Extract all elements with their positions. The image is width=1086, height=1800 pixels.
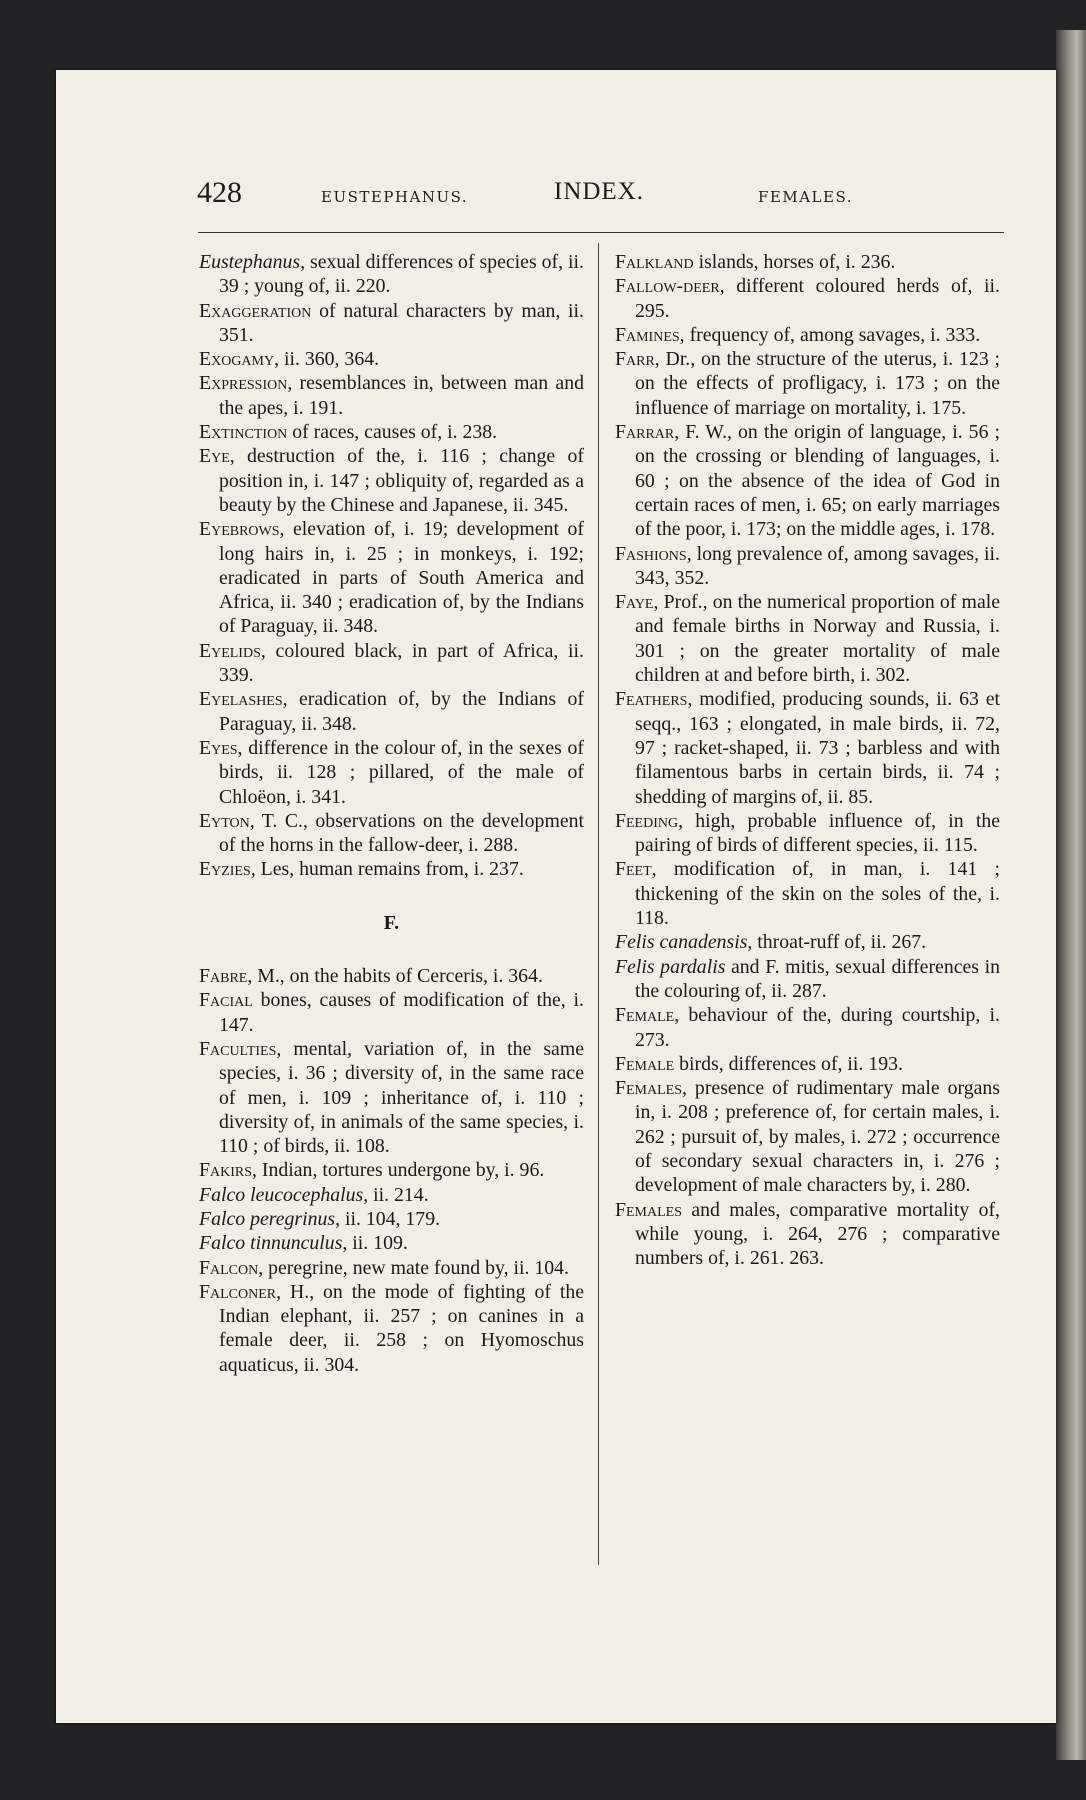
entry-headword: Fabre [199, 965, 248, 988]
header-right-word: FEMALES. [758, 188, 853, 206]
entry-text: bones, causes of modification of the, i. 147. [219, 989, 584, 1036]
index-entry [199, 639, 584, 688]
entry-text: , Indian, tortures undergone by, i. 96. [252, 1159, 545, 1182]
entry-headword: Faculties [199, 1037, 277, 1060]
entry-text: , F. W., on the origin of language, i. 56 ; on the crossing or blending of languages, i. 60 ; on the absence of the idea of God in certain races of men, i. 65; on early marriages of the poor, i. 173; on the middle ages, i. 178. [635, 421, 1000, 541]
header-title: INDEX. [554, 178, 645, 205]
index-entry [615, 250, 1000, 274]
entry-text: , Les, human remains from, i. 237. [250, 858, 524, 881]
left-column [199, 250, 584, 1377]
entry-headword: Feeding [615, 809, 679, 832]
index-entry [615, 1076, 1000, 1197]
index-entry [615, 930, 1000, 954]
entry-headword: Feathers [615, 688, 688, 711]
entry-headword: Feet [615, 858, 652, 881]
index-entry [199, 1280, 584, 1377]
index-entry [199, 444, 584, 517]
e-entries [199, 250, 584, 882]
index-entry [615, 1003, 1000, 1052]
entry-text: , throat-ruff of, ii. 267. [747, 931, 927, 954]
entry-headword: Extinction [199, 421, 288, 444]
entry-headword: Eyelashes [199, 688, 283, 711]
index-entry [615, 857, 1000, 930]
entry-headword: Fallow-deer [615, 275, 720, 298]
index-entry [615, 809, 1000, 858]
entry-text: , presence of rudimentary male organs in, i. 208 ; preference of, for certain males, i. 262 ; pursuit of, by males, i. 272 ; occurrence of secondary sexual characters in, i. 276 ; development of male characters by, i. 280. [635, 1077, 1000, 1197]
entry-headword: Farrar [615, 421, 675, 444]
entry-text: , destruction of the, i. 116 ; change of position in, i. 147 ; obliquity of, regarded as a beauty by the Chinese and Japanese, ii. 345. [219, 445, 584, 516]
entry-headword: Eustephanus [199, 251, 301, 273]
entry-headword: Eyes [199, 736, 238, 759]
entry-headword: Falco peregrinus [199, 1207, 336, 1230]
entry-text: of races, causes of, i. 238. [287, 421, 498, 444]
index-entry [615, 1198, 1000, 1271]
index-entry [199, 299, 584, 348]
entry-headword: Falkland [615, 251, 694, 273]
entry-text: , T. C., observations on the development of the horns in the fallow-deer, i. 288. [219, 809, 584, 857]
book-edge [1056, 30, 1086, 1760]
entry-text: , behaviour of the, during courtship, i. 273. [635, 1004, 1000, 1051]
header-rule [198, 232, 1004, 233]
entry-text: , elevation of, i. 19; development of long hairs in, i. 25 ; in monkeys, i. 192; eradicated in parts of South America and Africa, ii. 340 ; eradication of, by the Indians of Paraguay, ii. 348. [219, 518, 584, 638]
entry-headword: Exogamy [199, 348, 275, 371]
entry-headword: Fakirs [199, 1159, 253, 1182]
index-entry [199, 517, 584, 638]
entry-headword: Farr [615, 348, 655, 371]
entry-text: , mental, variation of, in the same species, i. 36 ; diversity of, in the same race of men, i. 109 ; inheritance of, i. 110 ; diversity of, in animals of the same species, i. 110 ; of birds, ii. 108. [219, 1037, 584, 1158]
entry-headword: Famines [615, 323, 680, 346]
index-entry [199, 857, 584, 881]
column-divider [598, 243, 599, 1565]
entry-headword: Falconer [199, 1280, 277, 1303]
entry-text: , modification of, in man, i. 141 ; thickening of the skin on the soles of the, i. 118. [635, 858, 1000, 930]
section-letter: F. [383, 911, 400, 934]
index-entry [615, 323, 1000, 347]
index-entry [199, 371, 584, 420]
index-entry [615, 590, 1000, 687]
entry-headword: Eyelids [199, 639, 261, 662]
index-entry [199, 988, 584, 1037]
entry-text: , modified, producing sounds, ii. 63 et seqq., 163 ; elongated, in male birds, ii. 72, 97 ; racket-shaped, ii. 73 ; barbless and with filamentous barbs in certain birds, ii. 74 ; shedding of margins of, ii. 85. [635, 688, 1000, 808]
entry-headword: Female [615, 1052, 675, 1075]
entry-headword: Eyzies [199, 858, 251, 881]
index-entry [199, 1183, 584, 1207]
entry-headword: Expression [199, 372, 288, 395]
entry-text: , long prevalence of, among savages, ii. 343, 352. [635, 542, 1000, 589]
entry-text: , M., on the habits of Cerceris, i. 364. [247, 965, 543, 988]
entry-text: , sexual differences of species of, ii. 39 ; young of, ii. 220. [219, 251, 584, 298]
index-entry [199, 736, 584, 809]
entry-headword: Falcon [199, 1256, 259, 1279]
entry-text: , ii. 360, 364. [274, 348, 380, 371]
index-entry [615, 347, 1000, 420]
entry-headword: Facial [199, 989, 253, 1012]
index-entry [615, 542, 1000, 591]
entry-text: , high, probable influence of, in the pairing of birds of different species, ii. 115. [635, 809, 1000, 857]
entry-headword: Eyebrows [199, 518, 280, 541]
index-entry [199, 964, 584, 988]
entry-text: , ii. 109. [342, 1232, 408, 1255]
entry-headword: Female [615, 1004, 675, 1027]
entry-headword: Females [615, 1198, 683, 1221]
entry-headword: Exaggeration [199, 299, 312, 322]
entry-headword: Felis canadensis [615, 931, 748, 954]
entry-text: , resemblances in, between man and the apes, i. 191. [219, 372, 584, 419]
entry-headword: Females [615, 1077, 683, 1100]
index-entry [199, 347, 584, 371]
f-entries [199, 964, 584, 1377]
entry-headword: Felis pardalis [615, 955, 726, 978]
entry-text: , ii. 214. [363, 1183, 429, 1206]
entry-headword: Eye [199, 445, 230, 468]
entry-text: and F. mitis, sexual differences in the colouring of, ii. 287. [635, 955, 1000, 1002]
index-entry [199, 1207, 584, 1231]
index-entry [615, 420, 1000, 541]
entry-text: birds, differences of, ii. 193. [674, 1052, 903, 1075]
entry-headword: Fashions [615, 542, 687, 565]
entry-text: islands, horses of, i. 236. [693, 251, 896, 273]
entry-text: , ii. 104, 179. [335, 1207, 441, 1230]
entry-text: , eradication of, by the Indians of Paraguay, ii. 348. [219, 688, 584, 735]
entry-text: , Dr., on the structure of the uterus, i. 123 ; on the effects of profligacy, i. 173 ; on the influence of marriage on mortality, i. 175. [635, 348, 1000, 419]
index-entry [199, 420, 584, 444]
entry-text: , H., on the mode of fighting of the Indian elephant, ii. 257 ; on canines in a female deer, ii. 258 ; on Hyomoschus aquaticus, ii. 304. [219, 1280, 584, 1376]
entry-text: , different coloured herds of, ii. 295. [635, 275, 1000, 322]
entry-text: , difference in the colour of, in the sexes of birds, ii. 128 ; pillared, of the male of Chloëon, i. 341. [219, 736, 584, 808]
entry-headword: Faye [615, 591, 654, 614]
entry-headword: Eyton [199, 809, 250, 832]
entry-text: , peregrine, new mate found by, ii. 104. [258, 1256, 569, 1279]
index-entry [199, 1037, 584, 1158]
header-left-word: EUSTEPHANUS. [321, 188, 469, 206]
entry-text: , frequency of, among savages, i. 333. [679, 323, 981, 346]
index-entry [615, 955, 1000, 1004]
entry-headword: Falco tinnunculus [199, 1232, 343, 1255]
index-entry [199, 1256, 584, 1280]
index-entry [199, 809, 584, 858]
entry-text: , Prof., on the numerical proportion of male and female births in Norway and Russia, i. 301 ; on the greater mortality of male children at and before birth, i. 302. [635, 591, 1000, 687]
entry-headword: Falco leucocephalus [199, 1183, 364, 1206]
index-entry [615, 274, 1000, 323]
index-entry [199, 1231, 584, 1255]
index-entry [199, 250, 584, 299]
index-entry [615, 687, 1000, 808]
index-entry [199, 687, 584, 736]
running-header [142, 176, 1002, 216]
f-entries-continued [615, 250, 1000, 1270]
entry-text: , coloured black, in part of Africa, ii. 339. [219, 639, 584, 687]
entry-text: of natural characters by man, ii. 351. [219, 299, 584, 346]
entry-text: and males, comparative mortality of, while young, i. 264, 276 ; comparative numbers of, i. 261. 263. [635, 1198, 1000, 1270]
index-entry [615, 1052, 1000, 1076]
page-number: 428 [197, 176, 242, 209]
index-entry [199, 1158, 584, 1182]
right-column [615, 250, 1000, 1270]
